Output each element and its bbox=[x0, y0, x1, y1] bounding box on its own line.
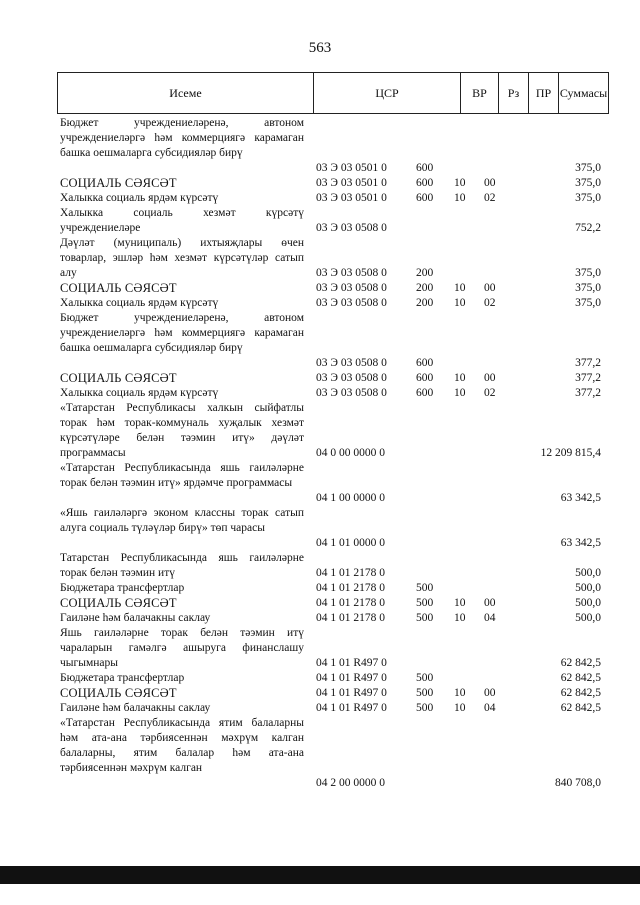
row-csr: 04 1 01 2178 0 bbox=[316, 612, 385, 624]
row-sum: 500,0 bbox=[575, 612, 601, 624]
row-csr: 03 Э 03 0508 0 bbox=[316, 357, 387, 369]
row-csr: 03 Э 03 0508 0 bbox=[316, 297, 387, 309]
row-sum: 752,2 bbox=[575, 222, 601, 234]
row-vr: 500 bbox=[416, 687, 434, 699]
row-vr: 500 bbox=[416, 597, 434, 609]
row-vr: 500 bbox=[416, 702, 434, 714]
row-name: Яшь гаиләләрне торак белән тәэмин итү чараларын гамәлгә ашыруга финанслашу чыгымнары bbox=[60, 627, 304, 669]
row-sum: 375,0 bbox=[575, 192, 601, 204]
row-name: Бюджет учреждениеләренә, автоном учреждениеләргә һәм коммерциягә карамаган башка оешмаларга субсидияләр бирү bbox=[60, 312, 304, 354]
row-sum: 375,0 bbox=[575, 297, 601, 309]
row-csr: 04 1 01 2178 0 bbox=[316, 567, 385, 579]
table-row bbox=[57, 296, 609, 311]
table-row bbox=[57, 596, 609, 611]
table-row bbox=[57, 371, 609, 386]
page-number: 563 bbox=[308, 40, 332, 56]
row-sum: 375,0 bbox=[575, 177, 601, 189]
row-csr: 04 1 01 R497 0 bbox=[316, 672, 387, 684]
table-row bbox=[57, 386, 609, 401]
row-vr: 200 bbox=[416, 267, 434, 279]
row-rz: 10 bbox=[454, 177, 466, 189]
row-vr: 500 bbox=[416, 582, 434, 594]
row-name: «Татарстан Республикасында яшь гаиләләрне торак белән тәэмин итү» ярдәмче программасы bbox=[60, 462, 304, 489]
row-rz: 10 bbox=[454, 702, 466, 714]
row-csr: 03 Э 03 0508 0 bbox=[316, 267, 387, 279]
row-name: «Яшь гаиләләргә эконом классны торак сатып алуга социаль түләүләр бирү» төп чарасы bbox=[60, 507, 304, 534]
table-row bbox=[57, 581, 609, 596]
row-csr: 03 Э 03 0501 0 bbox=[316, 177, 387, 189]
row-rz: 10 bbox=[454, 372, 466, 384]
row-vr: 600 bbox=[416, 357, 434, 369]
row-name: Татарстан Республикасында яшь гаиләләрне торак белән тәэмин итү bbox=[60, 552, 304, 579]
row-name: Гаиләне һәм балачакны саклау bbox=[60, 612, 211, 624]
row-name: Гаиләне һәм балачакны саклау bbox=[60, 702, 211, 714]
row-pr: 02 bbox=[484, 297, 496, 309]
table-row bbox=[57, 191, 609, 206]
row-name: СОЦИАЛЬ СӘЯСӘТ bbox=[60, 686, 177, 700]
row-csr: 03 Э 03 0508 0 bbox=[316, 222, 387, 234]
header-pr: ПР bbox=[529, 73, 559, 113]
row-csr: 03 Э 03 0501 0 bbox=[316, 192, 387, 204]
row-csr: 03 Э 03 0508 0 bbox=[316, 282, 387, 294]
row-csr: 03 Э 03 0508 0 bbox=[316, 372, 387, 384]
row-csr: 04 1 01 R497 0 bbox=[316, 657, 387, 669]
row-name: Халыкка социаль ярдәм күрсәтү bbox=[60, 297, 219, 309]
table-row bbox=[57, 206, 609, 236]
table-row bbox=[57, 116, 609, 176]
row-vr: 600 bbox=[416, 387, 434, 399]
table-header bbox=[57, 72, 609, 114]
row-sum: 63 342,5 bbox=[560, 537, 601, 549]
row-pr: 00 bbox=[484, 372, 496, 384]
row-pr: 00 bbox=[484, 282, 496, 294]
row-sum: 375,0 bbox=[575, 267, 601, 279]
row-pr: 00 bbox=[484, 177, 496, 189]
row-vr: 600 bbox=[416, 177, 434, 189]
row-vr: 600 bbox=[416, 192, 434, 204]
row-csr: 04 1 01 2178 0 bbox=[316, 582, 385, 594]
row-csr: 04 2 00 0000 0 bbox=[316, 777, 385, 789]
row-name: СОЦИАЛЬ СӘЯСӘТ bbox=[60, 281, 177, 295]
row-rz: 10 bbox=[454, 282, 466, 294]
row-pr: 00 bbox=[484, 597, 496, 609]
row-name: Бюджетара трансфертлар bbox=[60, 672, 185, 684]
row-pr: 04 bbox=[484, 612, 496, 624]
header-name: Исеме bbox=[58, 73, 314, 113]
table-row bbox=[57, 176, 609, 191]
row-sum: 62 842,5 bbox=[560, 687, 601, 699]
table-row bbox=[57, 461, 609, 506]
row-sum: 375,0 bbox=[575, 282, 601, 294]
row-sum: 377,2 bbox=[575, 357, 601, 369]
row-pr: 02 bbox=[484, 192, 496, 204]
row-csr: 04 1 01 2178 0 bbox=[316, 597, 385, 609]
row-csr: 04 1 01 R497 0 bbox=[316, 702, 387, 714]
header-vr: ВР bbox=[461, 73, 499, 113]
row-rz: 10 bbox=[454, 687, 466, 699]
table-row bbox=[57, 626, 609, 671]
row-sum: 62 842,5 bbox=[560, 702, 601, 714]
row-pr: 00 bbox=[484, 687, 496, 699]
row-csr: 04 1 01 0000 0 bbox=[316, 537, 385, 549]
budget-table bbox=[57, 72, 609, 804]
row-rz: 10 bbox=[454, 297, 466, 309]
row-sum: 377,2 bbox=[575, 372, 601, 384]
table-row bbox=[57, 686, 609, 701]
table-row bbox=[57, 701, 609, 716]
row-vr: 200 bbox=[416, 282, 434, 294]
row-name: «Татарстан Республикасы халкын сыйфатлы торак һәм торак-коммуналь хуҗалык хезмәт күрсәтүләре белән тәэмин итү» дәүләт программасы bbox=[60, 402, 304, 459]
table-row bbox=[57, 401, 609, 461]
row-sum: 500,0 bbox=[575, 597, 601, 609]
row-sum: 500,0 bbox=[575, 567, 601, 579]
header-sum: Суммасы bbox=[559, 86, 608, 100]
table-row bbox=[57, 311, 609, 371]
row-name: СОЦИАЛЬ СӘЯСӘТ bbox=[60, 371, 177, 385]
table-row bbox=[57, 716, 609, 791]
row-vr: 600 bbox=[416, 372, 434, 384]
row-name: Халыкка социаль ярдәм күрсәтү bbox=[60, 387, 219, 399]
header-rz: Рз bbox=[499, 73, 529, 113]
row-rz: 10 bbox=[454, 192, 466, 204]
row-name: «Татарстан Республикасында ятим балаларны һәм ата-ана тәрбиясеннән мәхрүм калган балаларны, ятим балалар һәм ата-ана тәрбиясеннән мәхрүм калган bbox=[60, 717, 304, 774]
scan-edge bbox=[0, 866, 640, 884]
row-name: Халыкка социаль ярдәм күрсәтү bbox=[60, 192, 219, 204]
row-csr: 03 Э 03 0508 0 bbox=[316, 387, 387, 399]
table-row bbox=[57, 611, 609, 626]
row-pr: 04 bbox=[484, 702, 496, 714]
row-name: Бюджет учреждениеләренә, автоном учреждениеләргә һәм коммерциягә карамаган башка оешмаларга субсидияләр бирү bbox=[60, 117, 304, 159]
row-csr: 04 0 00 0000 0 bbox=[316, 447, 385, 459]
row-rz: 10 bbox=[454, 612, 466, 624]
row-sum: 500,0 bbox=[575, 582, 601, 594]
row-name: СОЦИАЛЬ СӘЯСӘТ bbox=[60, 596, 177, 610]
row-sum: 375,0 bbox=[575, 162, 601, 174]
row-name: Халыкка социаль хезмәт күрсәтү учреждениеләре bbox=[60, 207, 304, 234]
table-row bbox=[57, 551, 609, 581]
row-vr: 500 bbox=[416, 612, 434, 624]
row-csr: 03 Э 03 0501 0 bbox=[316, 162, 387, 174]
row-vr: 500 bbox=[416, 672, 434, 684]
row-rz: 10 bbox=[454, 597, 466, 609]
table-row bbox=[57, 506, 609, 551]
row-sum: 62 842,5 bbox=[560, 672, 601, 684]
table-row bbox=[57, 281, 609, 296]
row-name: Бюджетара трансфертлар bbox=[60, 582, 185, 594]
table-body bbox=[57, 114, 609, 804]
row-vr: 600 bbox=[416, 162, 434, 174]
row-sum: 62 842,5 bbox=[560, 657, 601, 669]
row-pr: 02 bbox=[484, 387, 496, 399]
table-row bbox=[57, 236, 609, 281]
row-vr: 200 bbox=[416, 297, 434, 309]
row-name: СОЦИАЛЬ СӘЯСӘТ bbox=[60, 176, 177, 190]
row-sum: 63 342,5 bbox=[560, 492, 601, 504]
row-sum: 12 209 815,4 bbox=[540, 447, 601, 459]
row-rz: 10 bbox=[454, 387, 466, 399]
row-sum: 377,2 bbox=[575, 387, 601, 399]
row-csr: 04 1 01 R497 0 bbox=[316, 687, 387, 699]
row-csr: 04 1 00 0000 0 bbox=[316, 492, 385, 504]
table-row bbox=[57, 671, 609, 686]
row-name: Дәүләт (муниципаль) ихтыяҗлары өчен товарлар, эшләр һәм хезмәт күрсәтүләр сатып алу bbox=[60, 237, 304, 279]
header-csr: ЦСР bbox=[314, 73, 461, 113]
row-sum: 840 708,0 bbox=[555, 777, 601, 789]
